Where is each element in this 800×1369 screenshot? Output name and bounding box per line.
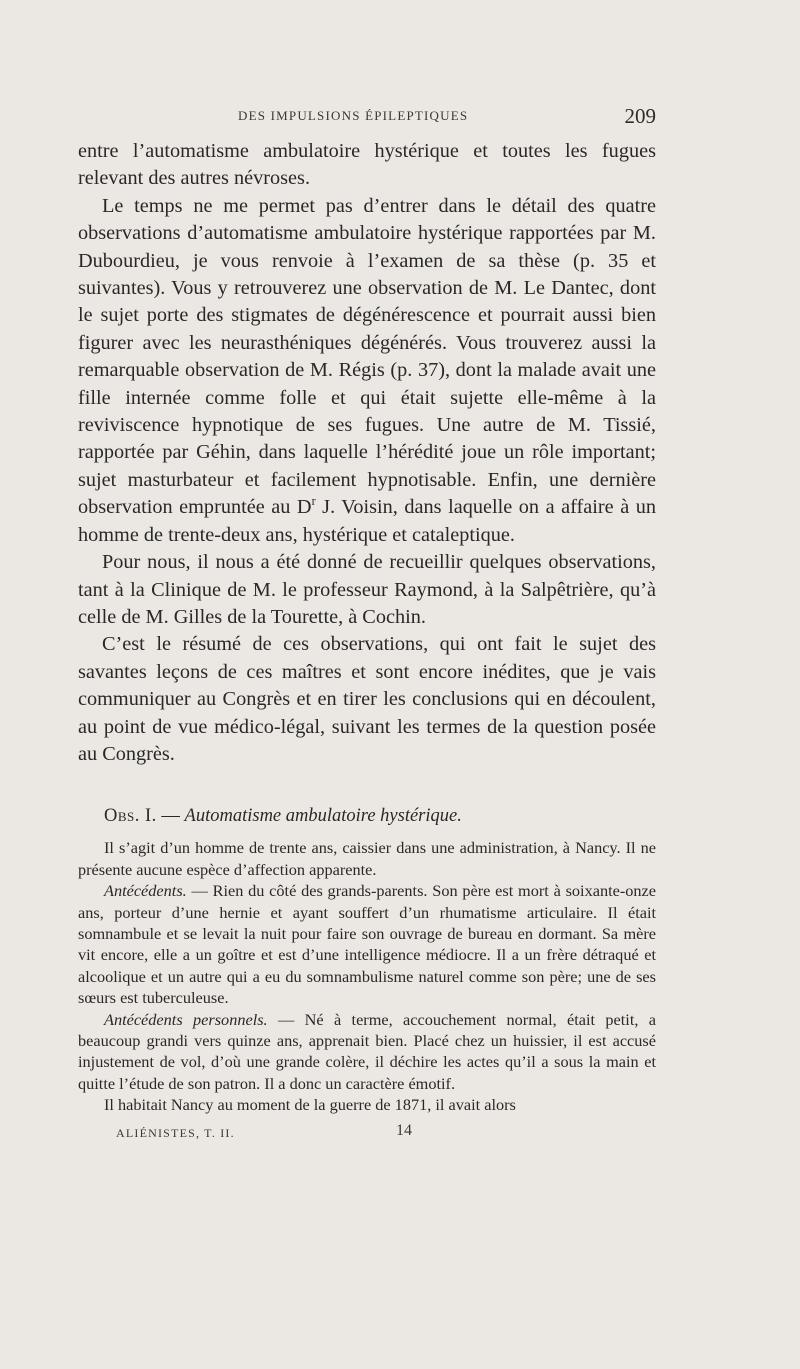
case-text [78,837,656,1115]
book-page [78,104,657,1144]
page-number: 209 [624,104,656,128]
family-history-text: — Rien du côté des grands-parents. Son père est mort à soixante-onze ans, porteur d’une hernie et ayant souffert d’un rhumatisme articulaire. Il était somnambule et se levait la nuit pour faire son ouvrage de bureau en dormant. Sa mère vit encore, elle a un goître et est d’une intelligence médiocre. Il a un frère détraqué et alcoolique et un autre qui a eu du somnambulisme naturel comme son père; une de ses sœurs est tuberculeuse. [78,881,656,1008]
signature-mark: ALIÉNISTES, T. II. [116,1125,235,1140]
paragraph-text-after-sup: J. Voisin, dans laquelle on a affaire à un homme de trente-deux ans, hystérique et cataleptique. [78,496,656,546]
paragraph-text-before-sup: Le temps ne me permet pas d’entrer dans le détail des quatre observations d’automatisme ambulatoire hystérique rapportées par M. Dubourdieu, je vous renvoie à l’examen de sa thèse (p. 35 et suivantes). Vous y retrouverez une observation de M. Le Dantec, dont le sujet porte des stigmates de dégénérescence et pourrait aussi bien figurer avec les neurasthéniques dégénérés. Vous trouverez aussi la remarquable observation de M. Régis (p. 37), dont la malade avait une fille internée comme folle et qui était sujette elle-même à la reviviscence hypnotique de ses fugues. Une autre de M. Tissié, rapportée par Géhin, dans laquelle l’hérédité joue un rôle important; sujet masturbateur et facilement hypnotisable. Enfin, une dernière observation empruntée au D [78,194,656,519]
doctor-abbrev-superscript: r [311,494,316,509]
observation-heading [78,804,656,828]
observation-dash: — [156,806,185,827]
observation-label: Obs. I. [104,806,157,827]
case-intro: Il s’agit d’un homme de trente ans, caissier dans une administration, à Nancy. Il ne présente aucune espèce d’affection apparente. [78,838,656,879]
family-history-label: Antécédents. [104,881,187,901]
personal-history-text: — Né à terme, accouchement normal, était petit, a beaucoup grandi vers quinze ans, apprenait bien. Placé chez un huissier, il est accusé injustement de vol, d’où une grande colère, il déchire les actes qu’il a sous la main et quitte l’étude de son patron. Il a donc un caractère émotif. [78,1009,657,1093]
sheet-number: 14 [396,1121,412,1139]
case-family-history [78,880,656,1008]
paragraph-own-observations: Pour nous, il nous a été donné de recueillir quelques observations, tant à la Clinique de M. le professeur Raymond, à la Salpêtrière, qu’à celle de M. Gilles de la Tourette, à Cochin. [78,551,656,628]
personal-history-label: Antécédents personnels. [104,1009,268,1029]
case-personal-history [78,1009,656,1095]
paragraph-summary: C’est le résumé de ces observations, qui ont fait le sujet des savantes leçons de ces maîtres et sont encore inédites, que je vais communiquer au Congrès et en tirer les conclusions qui en découlent, au point de vue médico-légal, suivant les termes de la question posée au Congrès. [78,633,656,765]
case-last-line: Il habitait Nancy au moment de la guerre de 1871, il avait alors [104,1095,516,1115]
page-footer [78,1122,656,1144]
running-head [78,104,656,138]
running-title: DES IMPULSIONS ÉPILEPTIQUES [238,108,469,123]
paragraph-observations-review [78,193,656,549]
main-text [78,138,656,768]
observation-title: Automatisme ambulatoire hystérique. [184,806,462,827]
paragraph-continuation: entre l’automatisme ambulatoire hystérique et toutes les fugues relevant des autres névroses. [78,140,656,190]
